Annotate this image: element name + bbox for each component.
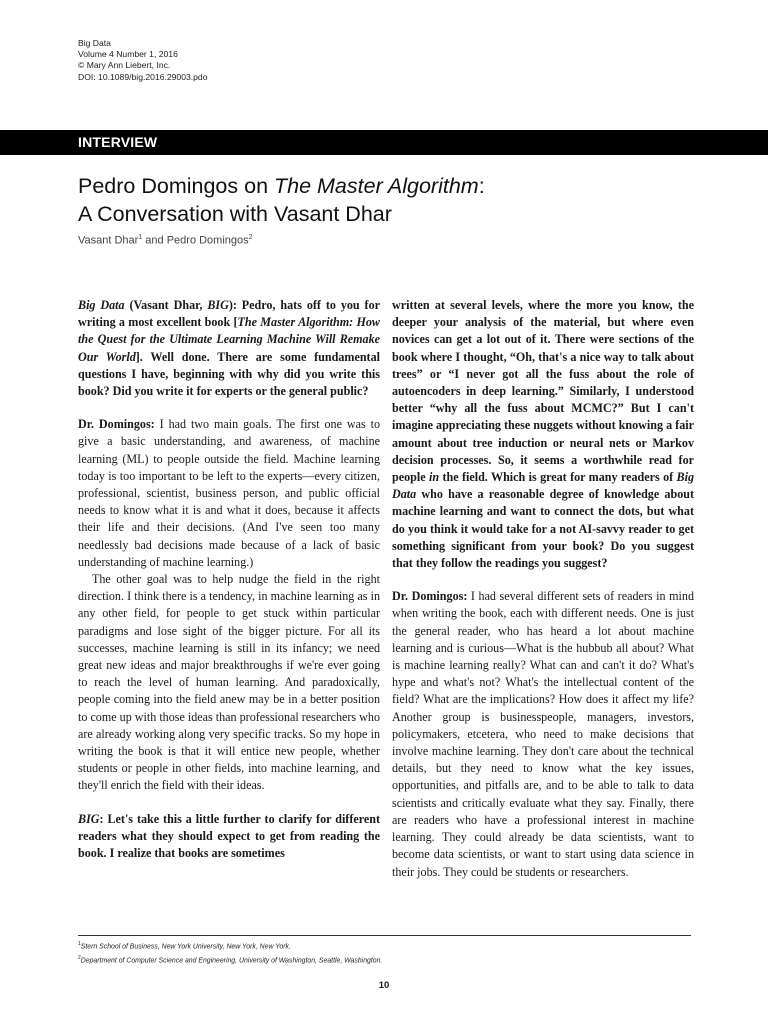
- article-title: [78, 172, 698, 228]
- author-2-affiliation-mark: 2: [248, 234, 253, 241]
- author-2: Pedro Domingos: [166, 234, 249, 247]
- footnote-1-text: Stern School of Business, New York University, New York, New York.: [80, 943, 291, 951]
- footnote-2-text: Department of Computer Science and Engineering, University of Washington, Seattle, Washington.: [80, 957, 383, 965]
- answer-1-speaker: Dr. Domingos:: [78, 417, 155, 432]
- author-1: Vasant Dhar: [78, 234, 139, 247]
- q2-text: : Let's take this a little further to clarify for different readers what they should expect to get from reading the book. I realize that books are sometimes: [78, 811, 380, 861]
- q2-cont-a: written at several levels, where the more you know, the deeper your analysis of the material, but where even novices can get a lot out of it. There were sections of the book where I thought, “Oh, that's a nice way to talk about trees” or “I never got all the fuss about the role of autoencoders in deep learning.” Similarly, I understood better “why all the fuss about MCMC?” But I can't imagine appreciating these nuggets without knowing a fair amount about tree induction or neural nets or Markov decision processes. So, it seems a worthwhile read for people: [392, 298, 694, 485]
- q1-text-b: ]. Well done. There are some fundamental questions I have, beginning with why did you write this book? Did you write it for experts or the general public?: [78, 349, 380, 399]
- question-2: [78, 811, 380, 863]
- answer-1-paragraph-1: [78, 416, 380, 571]
- title-prefix: Pedro Domingos on: [78, 174, 274, 198]
- section-banner: [0, 130, 768, 155]
- q2-cont-b: the field. Which is great for many readers of: [439, 470, 677, 485]
- q2-cont-emphasis: in: [428, 470, 440, 485]
- author-conjunction: and: [142, 234, 167, 247]
- title-line-2: A Conversation with Vasant Dhar: [78, 202, 392, 226]
- author-line: [78, 234, 253, 247]
- q1-speaker-abbr: BIG: [207, 298, 229, 312]
- journal-metadata: [78, 38, 208, 83]
- answer-2: [392, 588, 694, 880]
- q1-book-title: The Master Algorithm: How the Quest for the Ultimate Learning Machine Will Remake Our World: [78, 315, 380, 364]
- footnotes: [78, 939, 382, 967]
- left-column: [78, 297, 380, 862]
- question-1: [78, 297, 380, 400]
- page-number: 10: [378, 980, 390, 991]
- doi-line: DOI: 10.1089/big.2016.29003.pdo: [78, 71, 208, 82]
- title-line-1: [78, 172, 698, 200]
- journal-volume: Volume 4 Number 1, 2016: [78, 49, 178, 60]
- copyright-line: © Mary Ann Liebert, Inc.: [78, 60, 171, 71]
- answer-1-text: I had two main goals. The first one was to give a basic understanding, and awareness, of machine learning (ML) to people outside the field. Machine learning today is too important to be left to the experts—every citizen, professional, scientist, business person, and public official needs to know what it is and what it does, because it affects their life and their decisions. (And I've seen too many needlessly bad decisions made because of a lack of basic understanding of machine learning.): [78, 417, 380, 569]
- answer-2-speaker: Dr. Domingos:: [392, 589, 468, 604]
- footnote-2: [78, 953, 382, 967]
- footnote-2-mark: 2: [78, 954, 81, 961]
- answer-1-paragraph-2: The other goal was to help nudge the field in the right direction. I think there is a tendency, in machine learning as in any other field, for people to get stuck within particular paradigms and lose sight of the bigger picture. For all its successes, machine learning is still in its infancy; we need great new ideas and major breakthroughs if we're ever going to reach the level of human learning. And paradoxically, people coming into the field anew may be in a better position to come up with those ideas than professional researchers who are already working along very specific tracks. So my hope in writing the book is that it will entice new people, whether students or people in other fields, into machine learning, and they'll enrich the field with their ideas.: [78, 572, 380, 793]
- q1-speaker: (Vasant Dhar,: [124, 298, 208, 312]
- section-label: INTERVIEW: [78, 134, 158, 150]
- q1-text-a: ): Pedro, hats off to you for writing a most excellent book [: [78, 298, 381, 330]
- author-1-affiliation-mark: 1: [138, 234, 143, 241]
- q2-speaker: BIG: [78, 811, 100, 826]
- right-column: [392, 297, 694, 881]
- footnote-1: [78, 939, 382, 953]
- journal-name: Big Data: [78, 38, 111, 48]
- title-book-name: The Master Algorithm: [274, 174, 479, 198]
- question-2-continued: [392, 297, 694, 572]
- journal-ref: Big Data: [78, 298, 125, 312]
- footnote-divider: [78, 935, 691, 936]
- q2-journal-ref: Big Data: [392, 470, 695, 502]
- title-colon: :: [478, 174, 485, 198]
- q2-cont-c: who have a reasonable degree of knowledge about machine learning and want to connect the dots, but what do you think it would take for a not AI-savvy reader to get something significant from your book? Do you suggest that they follow the readings you suggest?: [392, 487, 694, 571]
- answer-2-text: I had several different sets of readers in mind when writing the book, each with different needs. One is just the general reader, who has heard a lot about machine learning and is curious—What is the hubbub all about? What is machine learning really? What can and can't it do? What's hype and what's not? What's the intellectual content of the field? What are the implications? How does it affect my life? Another group is businesspeople, managers, investors, policymakers, etcetera, who need to make decisions that involve machine learning. They don't care about the technical details, but they need to know what the key issues, opportunities, and pitfalls are, and to be able to talk to data scientists and critically evaluate what they say. Finally, there are readers who have a professional interest in machine learning. They could already be data scientists, want to become data scientists, or want to start using data science in their jobs. They could be students or researchers.: [392, 589, 694, 879]
- footnote-1-mark: 1: [78, 941, 81, 947]
